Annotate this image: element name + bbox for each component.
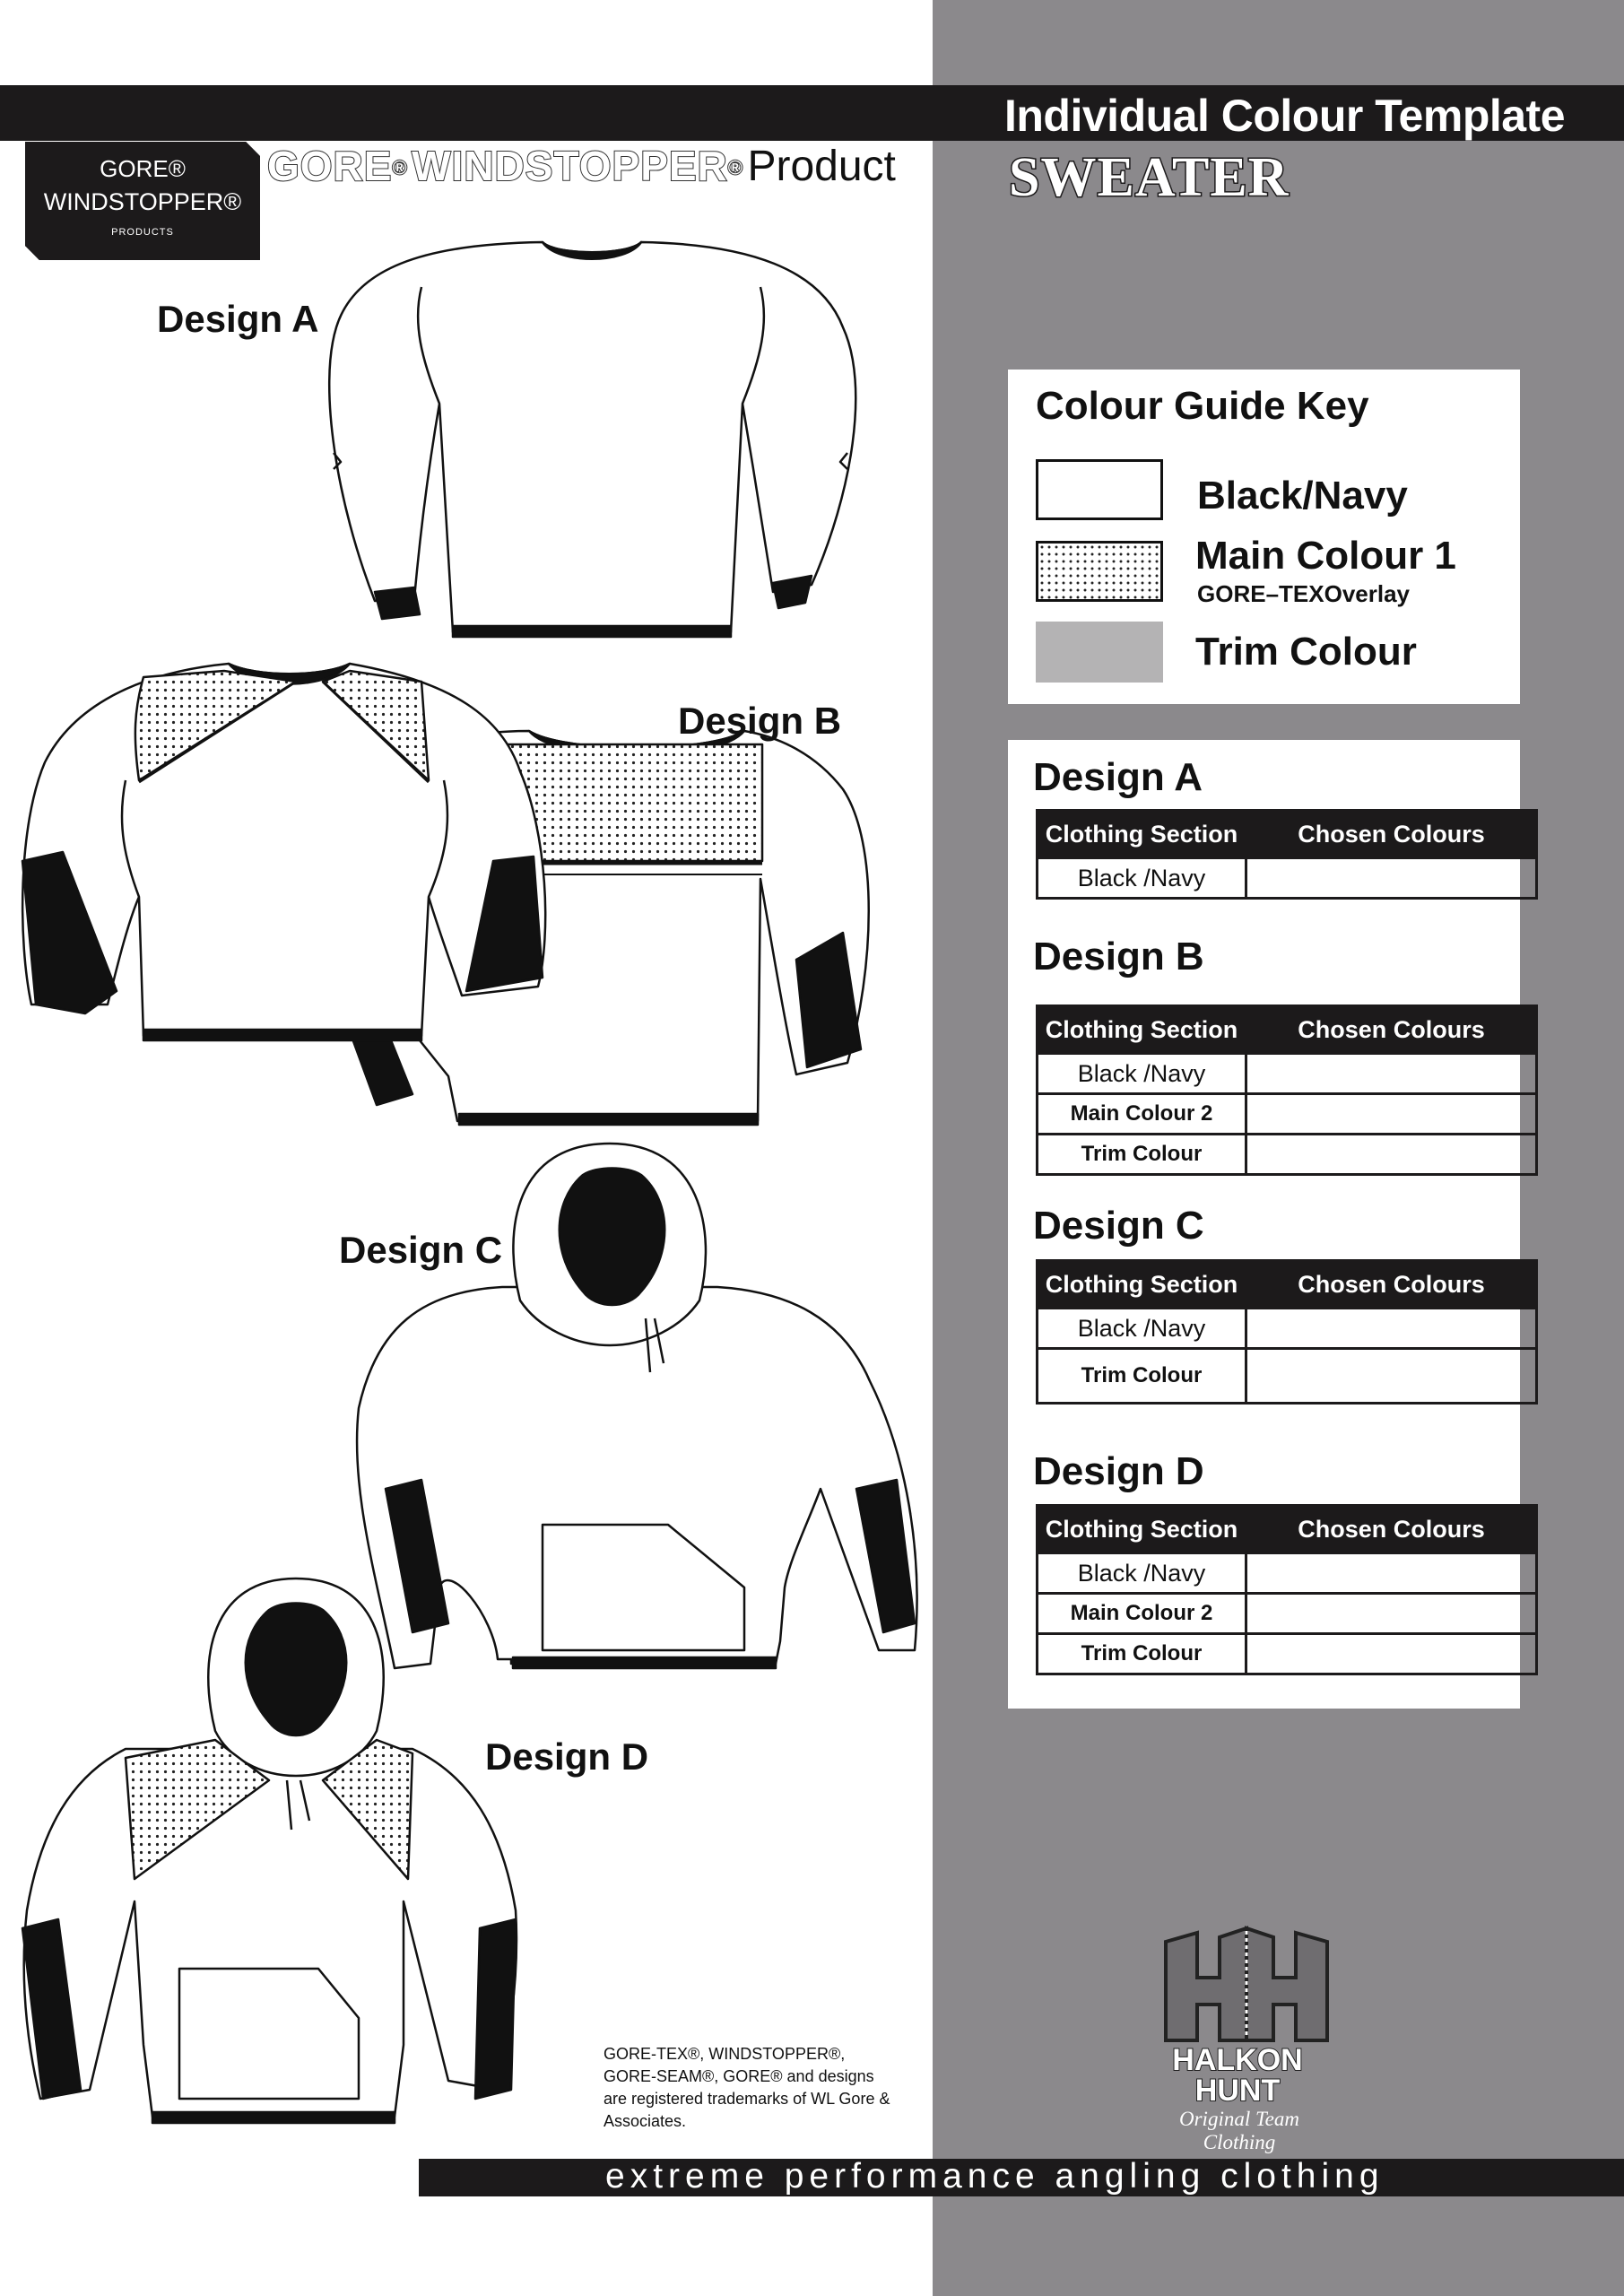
table-row xyxy=(1038,1594,1537,1634)
colour-guide-key-title: Colour Guide Key xyxy=(1036,384,1369,428)
hunt-logo-text: HUNT xyxy=(1194,2074,1281,2108)
swatch-main-colour xyxy=(1036,541,1163,602)
section-cell: Black /Navy xyxy=(1038,1553,1246,1594)
section-cell: Trim Colour xyxy=(1038,1135,1246,1175)
design-b-table xyxy=(1036,1004,1538,1176)
section-cell: Main Colour 2 xyxy=(1038,1094,1246,1135)
design-d-hoodie-drawing xyxy=(22,1578,517,2123)
column-header-section: Clothing Section xyxy=(1038,811,1246,858)
column-header-colours: Chosen Colours xyxy=(1246,1006,1537,1054)
section-cell: Trim Colour xyxy=(1038,1349,1246,1404)
design-c-label: Design C xyxy=(339,1229,503,1271)
design-a-sweater-drawing xyxy=(329,242,855,637)
footer-slogan: extreme performance angling clothing xyxy=(605,2157,1385,2196)
logo-tagline: Original Team Clothing xyxy=(1179,2108,1299,2153)
key-sublabel-overlay: GORE–TEXOverlay xyxy=(1197,580,1410,607)
product-word-windstopper: WINDSTOPPER xyxy=(412,143,728,189)
colour-entry-cell[interactable] xyxy=(1246,1054,1537,1094)
column-header-section: Clothing Section xyxy=(1038,1506,1246,1553)
colour-entry-cell[interactable] xyxy=(1246,1553,1537,1594)
design-a-table xyxy=(1036,809,1538,900)
halkon-logo-text: HALKON xyxy=(1172,2043,1303,2077)
design-d-table xyxy=(1036,1504,1538,1675)
section-cell: Trim Colour xyxy=(1038,1634,1246,1674)
column-header-section: Clothing Section xyxy=(1038,1261,1246,1309)
design-c-hoodie-drawing xyxy=(357,1144,917,1668)
table-row xyxy=(1038,1054,1537,1094)
table-row xyxy=(1038,858,1537,899)
design-b-label: Design B xyxy=(678,700,842,742)
table-row xyxy=(1038,1553,1537,1594)
section-cell: Main Colour 2 xyxy=(1038,1594,1246,1634)
section-cell: Black /Navy xyxy=(1038,1054,1246,1094)
page-subtitle: SWEATER xyxy=(1009,147,1290,208)
trademark-note: GORE-TEX®, WINDSTOPPER®, GORE-SEAM®, GORE® and designs are registered trademarks of WL Gore & Associates. xyxy=(604,2045,890,2130)
page-title: Individual Colour Template xyxy=(1004,91,1566,141)
colour-entry-cell[interactable] xyxy=(1246,1309,1537,1349)
logo-text-windstopper: WINDSTOPPER® xyxy=(43,188,242,215)
swatch-black-navy xyxy=(1036,459,1163,520)
table-c-title: Design C xyxy=(1033,1204,1204,1248)
table-row xyxy=(1038,1094,1537,1135)
colour-entry-cell[interactable] xyxy=(1246,1634,1537,1674)
registered-mark-icon: ® xyxy=(727,156,743,179)
section-cell: Black /Navy xyxy=(1038,858,1246,899)
design-d-label: Design D xyxy=(485,1735,649,1778)
logo-text-products: PRODUCTS xyxy=(111,227,174,238)
table-row xyxy=(1038,1309,1537,1349)
key-label-main-colour: Main Colour 1 xyxy=(1195,534,1456,578)
section-cell: Black /Navy xyxy=(1038,1309,1246,1349)
table-d-title: Design D xyxy=(1033,1449,1204,1493)
key-label-black-navy: Black/Navy xyxy=(1197,474,1408,517)
colour-entry-cell[interactable] xyxy=(1246,1349,1537,1404)
design-a-label: Design A xyxy=(157,298,319,340)
design-c-table xyxy=(1036,1259,1538,1405)
colour-entry-cell[interactable] xyxy=(1246,1135,1537,1175)
swatch-trim-colour xyxy=(1036,622,1163,683)
colour-entry-cell[interactable] xyxy=(1246,858,1537,899)
colour-entry-cell[interactable] xyxy=(1246,1094,1537,1135)
key-label-trim-colour: Trim Colour xyxy=(1195,630,1417,674)
design-b-sweater-front-drawing xyxy=(22,664,545,1040)
product-word-product: Product xyxy=(747,143,896,190)
colour-entry-cell[interactable] xyxy=(1246,1594,1537,1634)
table-a-title: Design A xyxy=(1033,755,1203,799)
logo-text-gore: GORE® xyxy=(100,155,186,182)
halkon-hunt-logo xyxy=(1157,1924,1336,2049)
table-row xyxy=(1038,1349,1537,1404)
product-word-gore: GORE xyxy=(267,143,393,189)
column-header-section: Clothing Section xyxy=(1038,1006,1246,1054)
registered-mark-icon: ® xyxy=(392,156,408,179)
column-header-colours: Chosen Colours xyxy=(1246,1261,1537,1309)
table-row xyxy=(1038,1135,1537,1175)
column-header-colours: Chosen Colours xyxy=(1246,1506,1537,1553)
column-header-colours: Chosen Colours xyxy=(1246,811,1537,858)
table-b-title: Design B xyxy=(1033,935,1204,978)
table-row xyxy=(1038,1634,1537,1674)
